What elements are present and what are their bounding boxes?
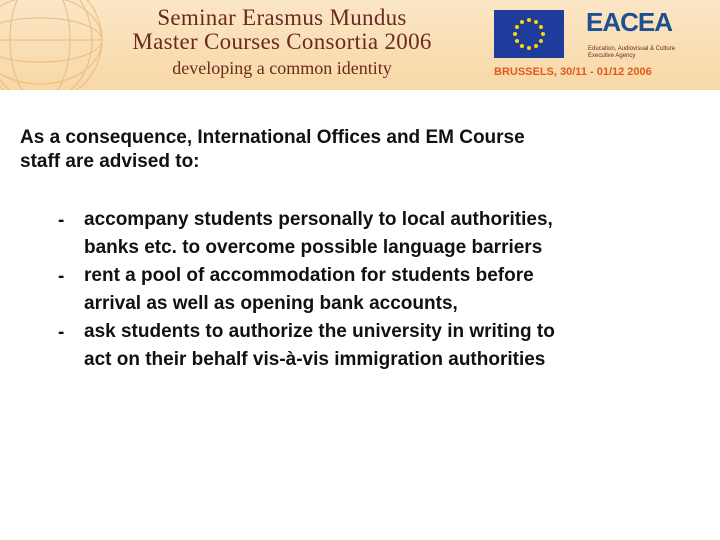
bullet-line: rent a pool of accommodation for students before <box>84 265 534 286</box>
intro-line: As a consequence, International Offices and EM Course <box>20 127 525 148</box>
header-banner <box>0 0 720 90</box>
seminar-title-line1: Seminar Erasmus Mundus <box>157 5 407 30</box>
event-dates: BRUSSELS, 30/11 - 01/12 2006 <box>494 66 652 78</box>
seminar-title <box>92 6 472 54</box>
bullet-dash: - <box>58 322 65 343</box>
eacea-logo-text: EACEA <box>586 7 673 37</box>
eu-flag-icon <box>494 10 564 58</box>
bullet-dash: - <box>58 266 65 287</box>
bullet-dash: - <box>58 210 65 231</box>
list-item <box>20 206 700 262</box>
seminar-subtitle: developing a common identity <box>172 58 392 78</box>
bullet-line: ask students to authorize the university in writing to <box>84 321 555 342</box>
list-item <box>20 318 700 374</box>
intro-line: staff are advised to: <box>20 151 200 172</box>
seminar-title-line2: Master Courses Consortia 2006 <box>132 29 432 54</box>
list-item <box>20 262 700 318</box>
advice-list <box>20 206 700 374</box>
intro-paragraph <box>20 126 700 174</box>
slide-body <box>20 126 700 374</box>
bullet-line: banks etc. to overcome possible language barriers <box>84 237 543 258</box>
bullet-line: accompany students personally to local authorities, <box>84 209 553 230</box>
eacea-tagline: Education, Audiovisual & Culture Executive Agency <box>588 46 676 59</box>
eacea-logo <box>586 6 706 62</box>
bullet-line: arrival as well as opening bank accounts, <box>84 293 458 314</box>
bullet-line: act on their behalf vis-à-vis immigration authorities <box>84 349 546 370</box>
